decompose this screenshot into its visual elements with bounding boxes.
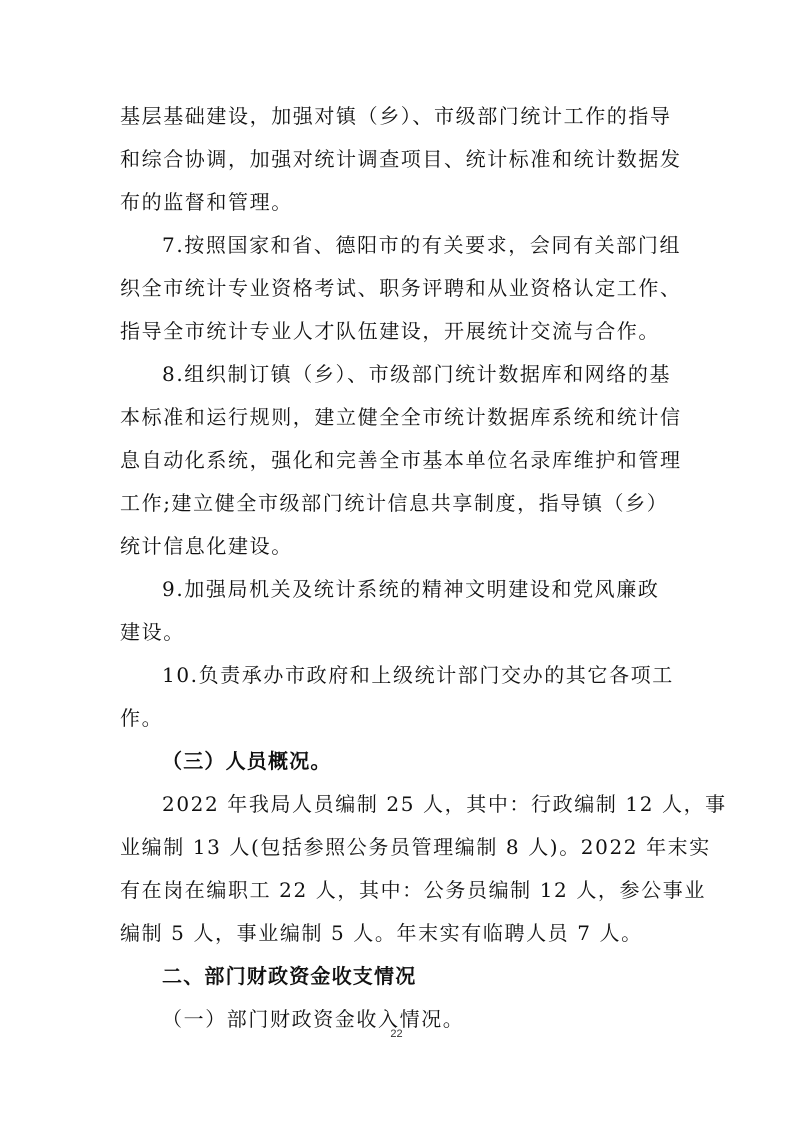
paragraph-line: （一）部门财政资金收入情况。: [162, 1007, 465, 1031]
paragraph-line: 基层基础建设，加强对镇（乡）、市级部门统计工作的指导: [120, 104, 672, 128]
section-heading: （三）人员概况。: [162, 749, 332, 773]
page-number: 22: [390, 1028, 403, 1040]
paragraph-line: 2022 年我局人员编制 25 人，其中：行政编制 12 人，事: [162, 792, 727, 816]
paragraph-line: 本标准和运行规则，建立健全全市统计数据库系统和统计信: [120, 405, 682, 429]
paragraph-line: 工作;建立健全市级部门统计信息共享制度，指导镇（乡）: [120, 491, 669, 515]
paragraph-line: 指导全市统计专业人才队伍建设，开展统计交流与合作。: [120, 319, 660, 343]
paragraph-line: 有在岗在编职工 22 人，其中：公务员编制 12 人，参公事业: [120, 878, 706, 902]
paragraph-line: 和综合协调，加强对统计调查项目、统计标准和统计数据发: [120, 147, 682, 171]
paragraph-line: 息自动化系统，强化和完善全市基本单位名录库维护和管理: [120, 448, 682, 472]
paragraph-line: 7.按照国家和省、德阳市的有关要求，会同有关部门组: [162, 233, 682, 257]
paragraph-line: 8.组织制订镇（乡）、市级部门统计数据库和网络的基: [162, 362, 672, 386]
paragraph-line: 建设。: [120, 620, 185, 644]
section-heading: 二、部门财政资金收支情况: [162, 964, 417, 988]
paragraph-line: 业编制 13 人(包括参照公务员管理编制 8 人)。2022 年末实: [120, 835, 711, 859]
paragraph-line: 织全市统计专业资格考试、职务评聘和从业资格认定工作、: [120, 276, 682, 300]
paragraph-line: 9.加强局机关及统计系统的精神文明建设和党风廉政: [162, 577, 660, 601]
paragraph-line: 统计信息化建设。: [120, 534, 293, 558]
paragraph-line: 10.负责承办市政府和上级统计部门交办的其它各项工: [162, 663, 674, 687]
paragraph-line: 布的监督和管理。: [120, 190, 293, 214]
paragraph-line: 作。: [120, 706, 164, 730]
paragraph-line: 编制 5 人，事业编制 5 人。年末实有临聘人员 7 人。: [120, 921, 643, 945]
